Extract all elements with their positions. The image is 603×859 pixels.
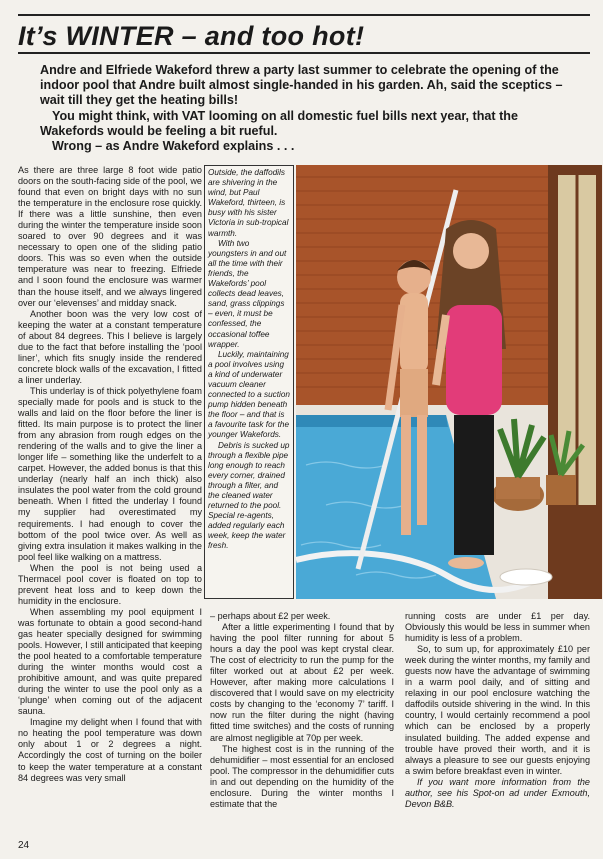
body-paragraph: As there are three large 8 foot wide patio doors on the south-facing side of the pool, we found that even on bright days with no sun the temperature in the enclosure rose quickly. If there was a little sunshine, then even during the winter the temperature inside soon soared to over 90 degrees and it was necessary to open one of the sliding patio doors. This was so even when the outside temperature was near to freezing. Elfriede and I soon found the enclosure was warmer than the house itself, and we always lingered over our ‘elevenses’ and midday snack. (18, 165, 202, 308)
pool-photo (296, 165, 602, 599)
body-column-1 (18, 165, 202, 784)
pool-photo-illustration (296, 165, 602, 599)
title-rule-bottom (18, 52, 590, 54)
body-paragraph: running costs are under £1 per day. Obviously this would be less in summer when humidity is less of a problem. (405, 611, 590, 644)
intro-paragraph: Wrong – as Andre Wakeford explains . . . (52, 139, 295, 154)
body-paragraph: The highest cost is in the running of the dehumidifier – most essential for an enclosed pool. The compressor in the dehumidifier cuts in and out depending on the humidity of the enclosure. During the winter months I estimate that the (210, 743, 394, 809)
body-paragraph: This underlay is of thick polyethylene foam specially made for pools and is stuck to the walls and laid on the floor before the liner is fitted. Its main purpose is to protect the liner from any abrasion from rough edges on the rendering of the walls and to give the liner a longer life – something like the underfelt to a carpet. However, the added bonus is that this underlay (nearly half an inch thick) also insulates the pool water from the cold ground beneath. When I fitted the underlay I found my supplier had overestimated my requirements. I had enough to cover the bottom of the pool twice over. As well as giving extra insulation it makes walking in the pool feel like walking on a mattress. (18, 385, 202, 562)
body-paragraph: So, to sum up, for approximately £10 per week during the winter months, my family and guests now have the advantage of swimming in a warm pool daily, and of sitting and relaxing in our pool enclosure watching the daffodils outside shivering in the wind. In this country, I would certainly recommend a pool which can be enclosed by a properly insulated building. The added expense and trouble have proved their worth, and it is always a pleasure to see our guests enjoying a swim before breakfast even in winter. (405, 644, 590, 776)
body-paragraph: When assembling my pool equipment I was fortunate to obtain a good second-hand gas heater specially designed for swimming pools. However, I still anticipated that keeping the pool heated to a comfortable temperature during the winter months would cost a prohibitive amount, and was quite prepared during the winter to use the pool only as a ‘plunge’ when coming out of the adjacent sauna. (18, 606, 203, 717)
body-paragraph: When the pool is not being used a Thermacel pool cover is floated on top to prevent heat loss and to keep down the humidity in the enclosure. (18, 562, 202, 606)
body-paragraph: After a little experimenting I found that by having the pool filter running for about 5 hours a day the pool was kept crystal clear. The cost of electricity to run the pump for the filter worked out at about £2 per week. However, after making more calculations I discovered that I would save on my electricity costs by changing to the ‘economy 7’ tariff. I now run the filter during the night (having fitted time switches) and the costs of running are almost negligible at 70p per week. (210, 622, 394, 743)
author-info-note: If you want more information from the author, see his Spot-on ad under Exmouth, Devon B&B. (405, 776, 590, 809)
caption-paragraph: With two youngsters in and out all the time with their friends, the Wakefords’ pool collects dead leaves, sand, grass clippings – even, it must be confessed, the occasional toffee wrapper. (208, 238, 287, 349)
body-paragraph: Imagine my delight when I found that with no heating the pool temperature was down only about 1 or 2 degrees a night. Accordingly the cost of turning on the boiler to keep the water temperature at a constant 84 degrees was very small (18, 717, 202, 783)
photo-caption (204, 165, 294, 599)
body-paragraph: Another boon was the very low cost of keeping the water at a constant temperature of about 84 degrees. This I believe is largely due to the fact that before installing the ‘pool liner’, which fits snugly inside the rendered concrete block walls of the excavation, I fitted a liner underlay. (18, 308, 202, 385)
caption-paragraph: Debris is sucked up through a flexible pipe long enough to reach every corner, drained through a filter, and the cleaned water returned to the pool. Special re-agents, added regularly each week, keep the water fresh. (208, 440, 290, 551)
body-paragraph: – perhaps about £2 per week. (210, 611, 331, 621)
article-title: It’s WINTER – and too hot! (18, 21, 365, 51)
title-rule-top (18, 14, 590, 16)
intro-paragraph: Andre and Elfriede Wakeford threw a party last summer to celebrate the opening of the indoor pool that Andre built almost single-handed in his garden. Ah, said the sceptics – wait till they get the heating bills! (40, 63, 563, 108)
caption-paragraph: Outside, the daffodils are shivering in the wind, but Paul Wakeford, thirteen, is busy with his sister Victoria in sub-tropical warmth. (208, 168, 289, 238)
intro-paragraph: You might think, with VAT looming on all domestic fuel bills next year, that the Wakefords would be feeling a bit rueful. (40, 108, 519, 138)
intro-standfirst (40, 63, 580, 154)
body-column-2 (210, 611, 394, 810)
page-number: 24 (18, 840, 30, 851)
caption-paragraph: Luckily, maintaining a pool involves using a kind of underwater vacuum cleaner connected to a suction pump hidden beneath the floor – and that is a favourite task for the younger Wakefords. (208, 349, 290, 440)
body-column-3 (405, 611, 590, 810)
